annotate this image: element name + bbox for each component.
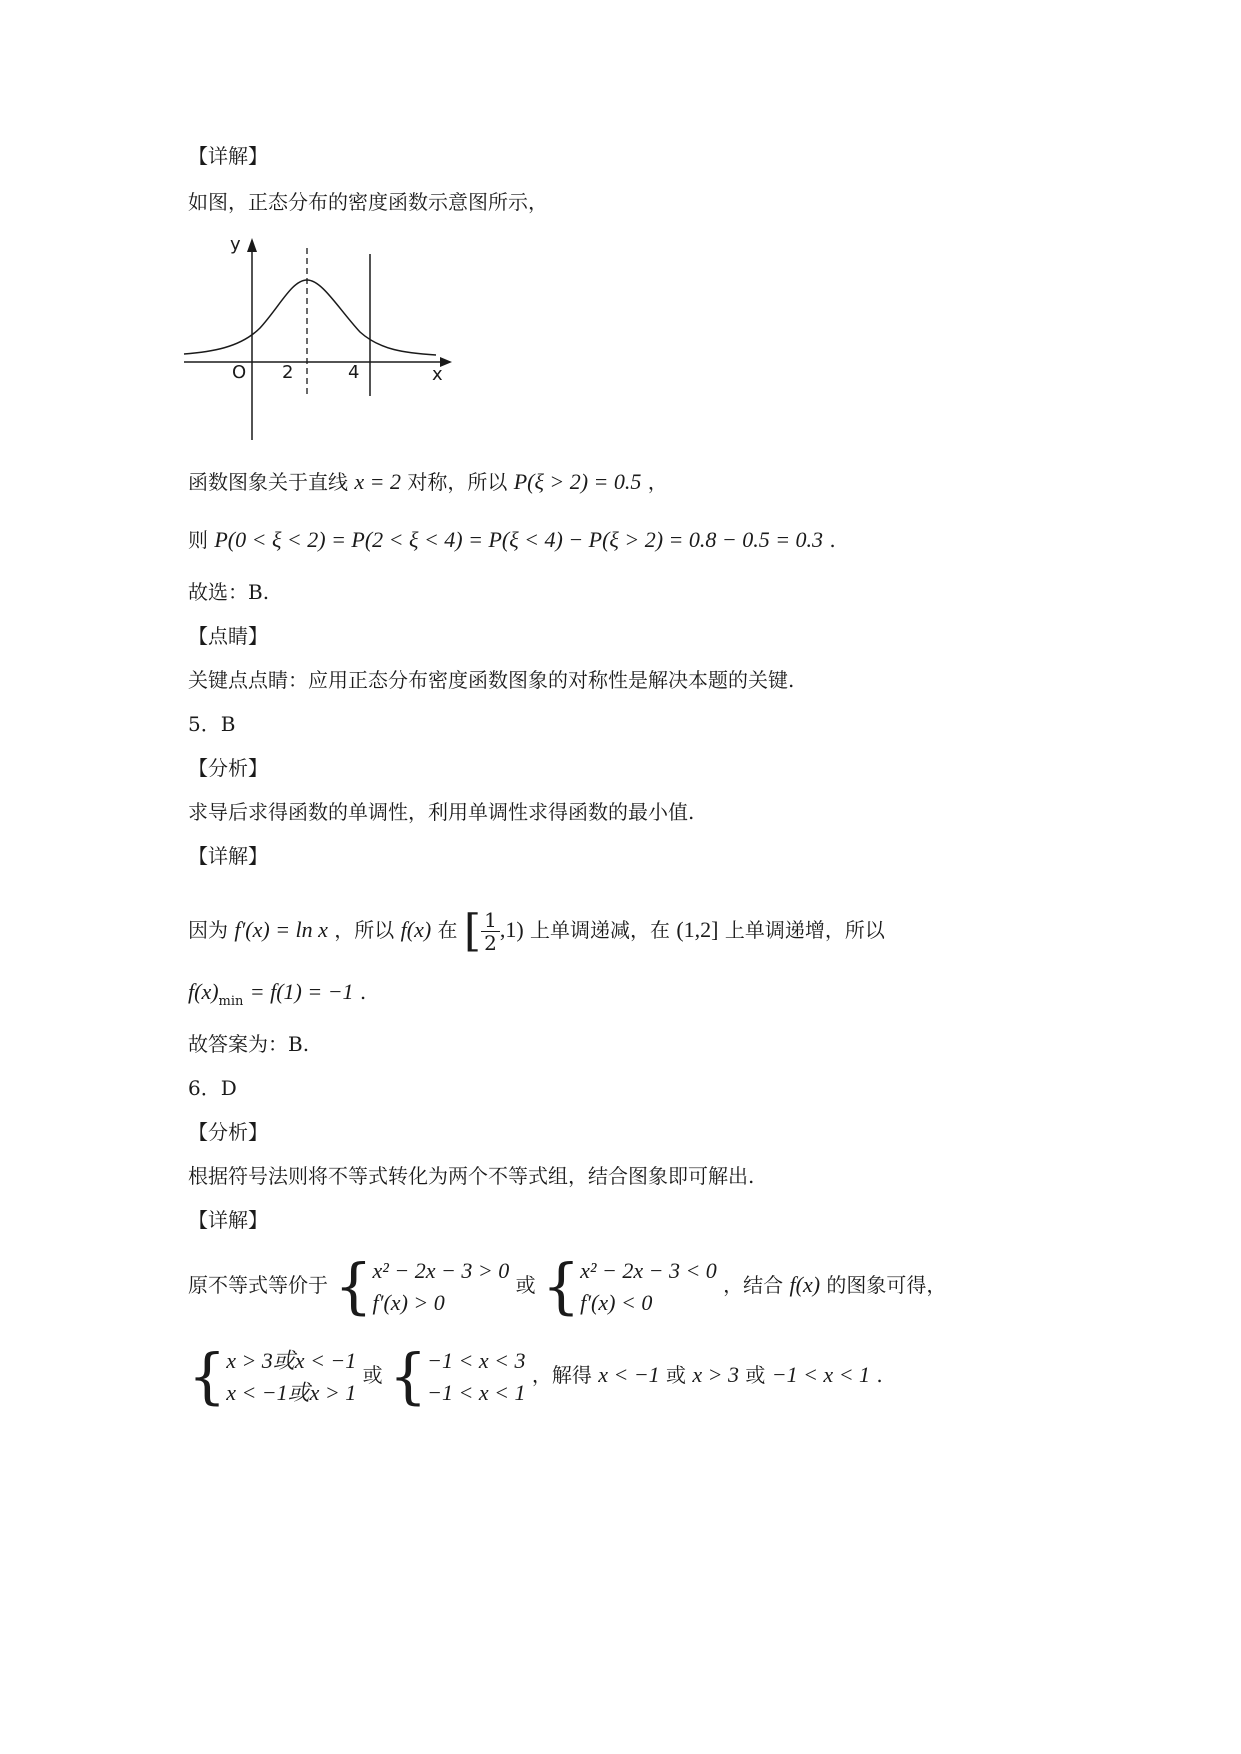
text-segment: 上单调递增，所以 — [724, 918, 885, 942]
system-row: x < −1或x > 1 — [226, 1379, 357, 1405]
math-expression: x < −1 — [598, 1362, 660, 1387]
math-expression: f(x) — [400, 917, 432, 942]
text-segment: 的图象可得， — [826, 1273, 947, 1297]
math-expression: f(x) — [789, 1272, 821, 1297]
key-point-sentence: 关键点点睛：应用正态分布密度函数图象的对称性是解决本题的关键. — [188, 668, 795, 692]
y-axis-arrow-icon — [247, 238, 257, 252]
heading-detail-5: 【详解】 — [188, 844, 268, 868]
text-segment: . — [829, 528, 836, 552]
text-segment: . — [359, 980, 367, 1004]
text-segment: 原不等式等价于 — [188, 1273, 328, 1297]
solution-system-2 — [427, 1345, 525, 1409]
math-expression: P(0 < ξ < 2) = P(2 < ξ < 4) = P(ξ < 4) − P(ξ > 2) = 0.8 − 0.5 = 0.3 — [214, 527, 824, 552]
normal-distribution-graph — [200, 234, 470, 458]
text-segment: 或 — [362, 1363, 383, 1387]
text-segment: 或 — [666, 1363, 687, 1387]
system-row: x² − 2x − 3 < 0 — [580, 1257, 717, 1283]
system-row: f′(x) < 0 — [580, 1289, 653, 1315]
text-segment: . — [876, 1363, 883, 1387]
minimum-value-line — [188, 978, 366, 1016]
math-expression: (1,2] — [676, 917, 719, 942]
inequality-system-2 — [580, 1255, 717, 1319]
fraction-numerator: 1 — [481, 909, 500, 932]
origin-label: O — [232, 362, 247, 383]
system-row: −1 < x < 3 — [427, 1347, 526, 1373]
analysis-6-sentence: 根据符号法则将不等式转化为两个不等式组，结合图象即可解出. — [188, 1164, 755, 1188]
heading-note: 【点睛】 — [188, 624, 268, 648]
tick-label-2: 2 — [282, 362, 294, 383]
question-6-answer: 6．D — [188, 1076, 237, 1100]
answer-choice-4: 故选：B. — [188, 580, 270, 604]
math-expression: x > 3 — [692, 1362, 740, 1387]
derivative-sentence — [188, 900, 885, 960]
system-row: f′(x) > 0 — [372, 1289, 445, 1315]
interval-right-part: ,1) — [499, 917, 524, 942]
text-segment: 或 — [745, 1363, 766, 1387]
y-axis-label: y — [230, 234, 241, 255]
math-expression: −1 < x < 1 — [771, 1362, 871, 1387]
subscript-min: min — [218, 994, 244, 1009]
system-row: x > 3或x < −1 — [226, 1347, 357, 1373]
tick-label-4: 4 — [348, 362, 360, 383]
text-segment: 则 — [188, 528, 208, 552]
text-segment: 函数图象关于直线 — [188, 470, 348, 494]
text-segment: 上单调递减，在 — [530, 918, 670, 942]
interval-left-bracket: [ — [463, 905, 482, 957]
math-expression: P(ξ > 2) = 0.5 — [513, 469, 642, 494]
math-expression: x = 2 — [354, 469, 401, 494]
intro-sentence: 如图，正态分布的密度函数示意图所示， — [188, 190, 548, 214]
math-expression: f′(x) = ln x — [234, 917, 328, 942]
heading-analysis-5: 【分析】 — [188, 756, 268, 780]
heading-detail-1: 【详解】 — [188, 144, 268, 168]
system-row: −1 < x < 1 — [427, 1379, 526, 1405]
symmetry-sentence — [188, 468, 668, 496]
fraction-one-half — [481, 909, 500, 954]
left-brace-icon: { — [188, 1341, 227, 1412]
left-brace-icon: { — [541, 1251, 581, 1322]
fraction-denominator: 2 — [484, 931, 497, 955]
left-brace-icon: { — [388, 1341, 428, 1412]
system-row: x² − 2x − 3 > 0 — [372, 1257, 510, 1283]
x-axis-label: x — [432, 364, 443, 385]
solution-line — [188, 1340, 883, 1410]
left-brace-icon: { — [334, 1251, 373, 1322]
heading-detail-6: 【详解】 — [188, 1208, 268, 1232]
text-segment: 对称，所以 — [407, 470, 508, 494]
analysis-5-sentence: 求导后求得函数的单调性，利用单调性求得函数的最小值. — [188, 800, 695, 824]
text-segment: ，解得 — [531, 1363, 592, 1387]
text-segment: ，所以 — [334, 918, 395, 942]
text-segment: ，结合 — [723, 1273, 784, 1297]
density-curve — [184, 280, 436, 355]
inequality-system-1 — [373, 1255, 510, 1319]
text-segment: 因为 — [188, 918, 228, 942]
heading-analysis-6: 【分析】 — [188, 1120, 268, 1144]
text-segment: ， — [647, 470, 668, 494]
math-expression: = f(1) = −1 — [249, 979, 354, 1004]
answer-choice-5: 故答案为：B. — [188, 1032, 310, 1056]
question-5-answer: 5．B — [188, 712, 236, 736]
inequality-systems-line — [188, 1250, 946, 1320]
text-segment: 或 — [515, 1273, 536, 1297]
solution-system-1 — [226, 1345, 356, 1409]
math-expression: f(x) — [188, 979, 219, 1004]
probability-calculation — [188, 526, 836, 554]
text-segment: 在 — [437, 918, 458, 942]
